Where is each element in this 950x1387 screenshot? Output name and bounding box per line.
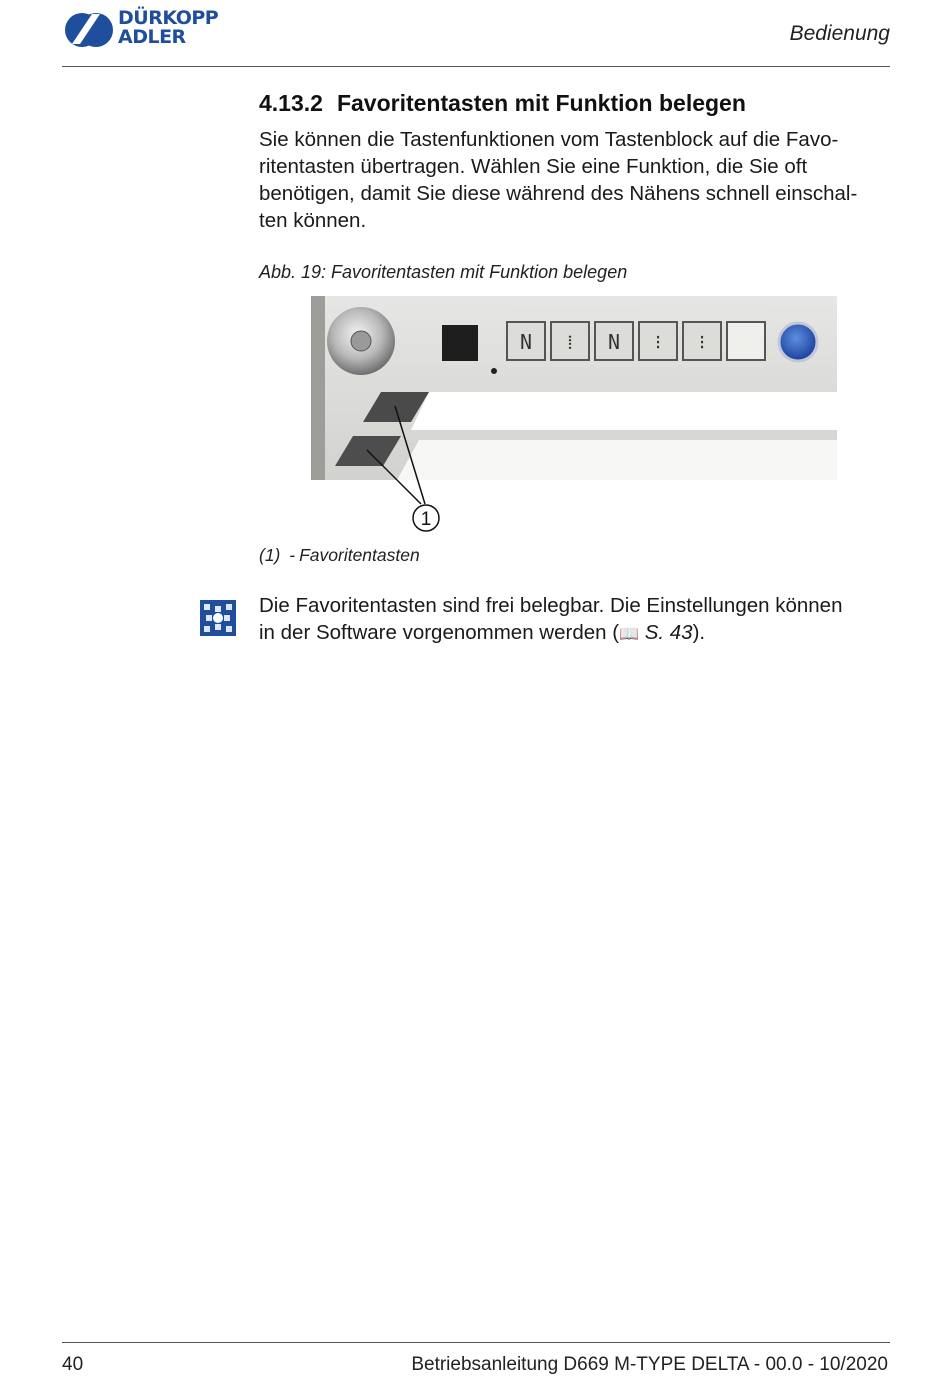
led-display [442,325,478,361]
white-panel-upper [411,392,837,430]
information-icon [200,600,236,636]
running-header-section: Bedienung [789,22,890,45]
knob-center [351,331,371,351]
logo-mark-icon [62,10,114,50]
book-icon: 📖 [619,624,639,643]
page-number: 40 [62,1354,84,1375]
info-paragraph [259,592,891,647]
keypad-label-1: N [519,330,533,354]
info-line2-start: in der Software vorgenommen werden ( [259,621,620,644]
paragraph-line: ten können. [259,209,367,232]
machine-edge [311,296,325,480]
paragraph-line: ritentasten übertragen. Wählen Sie eine Funktion, die Sie oft [259,155,808,178]
section-title: Favoritentasten mit Funktion belegen [336,90,746,116]
callout-number: 1 [420,509,432,530]
figure-legend [259,545,420,566]
section-number: 4.13.2 [259,90,323,116]
legend-separator: - [289,545,296,565]
info-line2-end: ). [692,621,706,644]
paragraph-line: benötigen, damit Sie diese während des Nähens schnell einschal- [259,182,858,205]
paragraph-line: Sie können die Tastenfunktionen vom Tastenblock auf die Favo- [259,128,839,151]
legend-number: (1) [259,545,281,565]
section-heading [259,90,746,117]
keypad-label-5: ⁝ [698,330,706,354]
white-panel-lower [397,440,837,480]
logo-text-line1: DÜRKOPP [118,7,219,29]
intro-paragraph [259,126,891,234]
keypad-label-2: ⁞ [567,330,573,354]
figure-keypad-photo [311,296,837,532]
logo-text-line2: ADLER [118,26,186,48]
duerkopp-adler-logo [62,8,232,50]
legend-text: Favoritentasten [299,545,420,565]
figure-caption: Abb. 19: Favoritentasten mit Funktion belegen [259,262,628,282]
header-rule [62,66,890,67]
blue-button [779,323,817,361]
page-reference-link[interactable]: S. 43 [644,621,693,644]
footer-rule [62,1342,890,1343]
keypad-button-6 [727,322,765,360]
info-line1: Die Favoritentasten sind frei belegbar. Die Einstellungen können [259,594,843,617]
keypad-label-3: N [607,330,621,354]
keypad-label-4: ⁝ [654,330,662,354]
indicator-dot [491,368,497,374]
footer-document-title: Betriebsanleitung D669 M-TYPE DELTA - 00.0 - 10/2020 [411,1354,888,1375]
